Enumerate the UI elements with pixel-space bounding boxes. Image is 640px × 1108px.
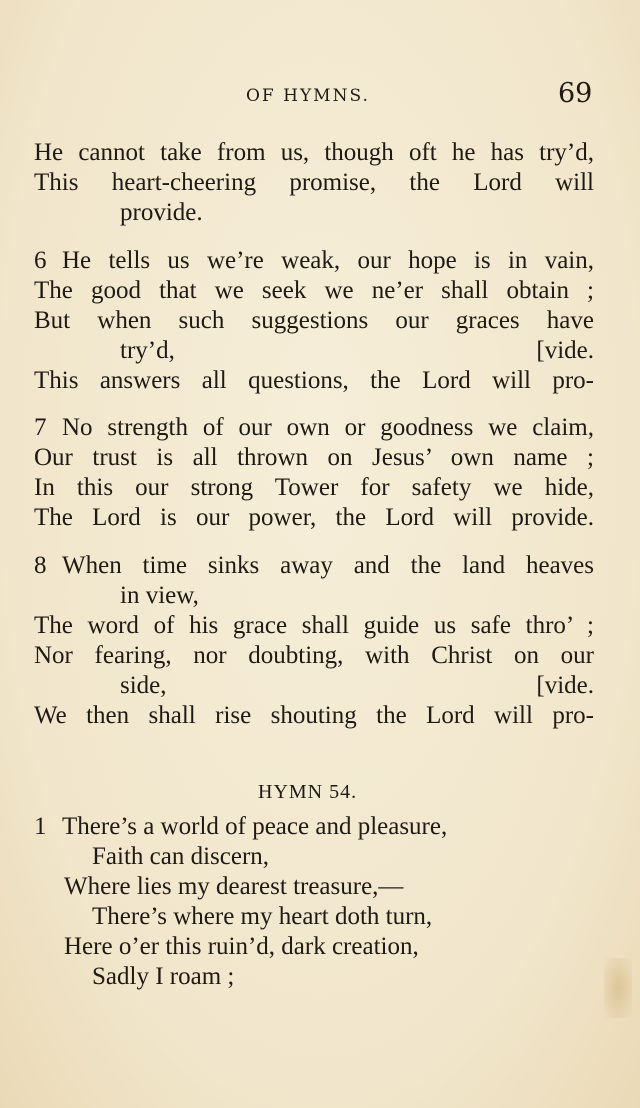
verse-line-split xyxy=(120,671,594,701)
verse-line-numbered xyxy=(34,551,594,581)
verse-text: When time sinks away and the land heaves xyxy=(62,552,594,579)
paper-stain xyxy=(604,958,632,1018)
verse-text: There’s a world of peace and pleasure, xyxy=(62,813,448,840)
verse-line: The Lord is our power, the Lord will provide. xyxy=(34,504,594,531)
verse-line: The word of his grace shall guide us safe thro’ ; xyxy=(34,612,594,639)
verse-text: He tells us we’re weak, our hope is in vain, xyxy=(62,247,594,274)
verse-text: No strength of our own or goodness we claim, xyxy=(62,414,594,441)
stanza-number: 1 xyxy=(34,813,47,840)
verse-line: There’s where my heart doth turn, xyxy=(92,903,433,930)
verse-line: This answers all questions, the Lord will pro- xyxy=(34,367,594,394)
verse-line-numbered xyxy=(34,413,594,443)
verse-line: Faith can discern, xyxy=(92,843,270,870)
verse-turnover: [vide. xyxy=(536,337,594,364)
verse-line-numbered xyxy=(34,246,594,276)
hymn-title: HYMN 54. xyxy=(258,781,358,803)
verse-line-split xyxy=(120,336,594,366)
verse-line: Our trust is all thrown on Jesus’ own name ; xyxy=(34,444,594,471)
verse-line: This heart-cheering promise, the Lord will xyxy=(34,169,594,196)
stanza-number: 7 xyxy=(34,414,47,441)
verse-line: He cannot take from us, though oft he has try’d, xyxy=(34,139,594,166)
verse-line-numbered xyxy=(34,812,447,842)
verse-text: try’d, xyxy=(120,337,175,364)
verse-line: provide. xyxy=(120,199,203,226)
verse-line: We then shall rise shouting the Lord will pro- xyxy=(34,702,594,729)
page-number: 69 xyxy=(558,78,593,109)
verse-line: But when such suggestions our graces have xyxy=(34,307,594,334)
verse-line: Where lies my dearest treasure,— xyxy=(64,873,404,900)
stanza-number: 6 xyxy=(34,247,47,274)
verse-line: Sadly I roam ; xyxy=(92,963,235,990)
verse-line: In this our strong Tower for safety we hide, xyxy=(34,474,594,501)
verse-line: Here o’er this ruin’d, dark creation, xyxy=(64,933,419,960)
verse-line: in view, xyxy=(120,582,199,609)
verse-turnover: [vide. xyxy=(536,672,594,699)
verse-text: side, xyxy=(120,672,167,699)
running-head: OF HYMNS. xyxy=(246,86,370,106)
verse-line: Nor fearing, nor doubting, with Christ on our xyxy=(34,642,594,669)
stanza-number: 8 xyxy=(34,552,47,579)
verse-line: The good that we seek we ne’er shall obtain ; xyxy=(34,277,594,304)
